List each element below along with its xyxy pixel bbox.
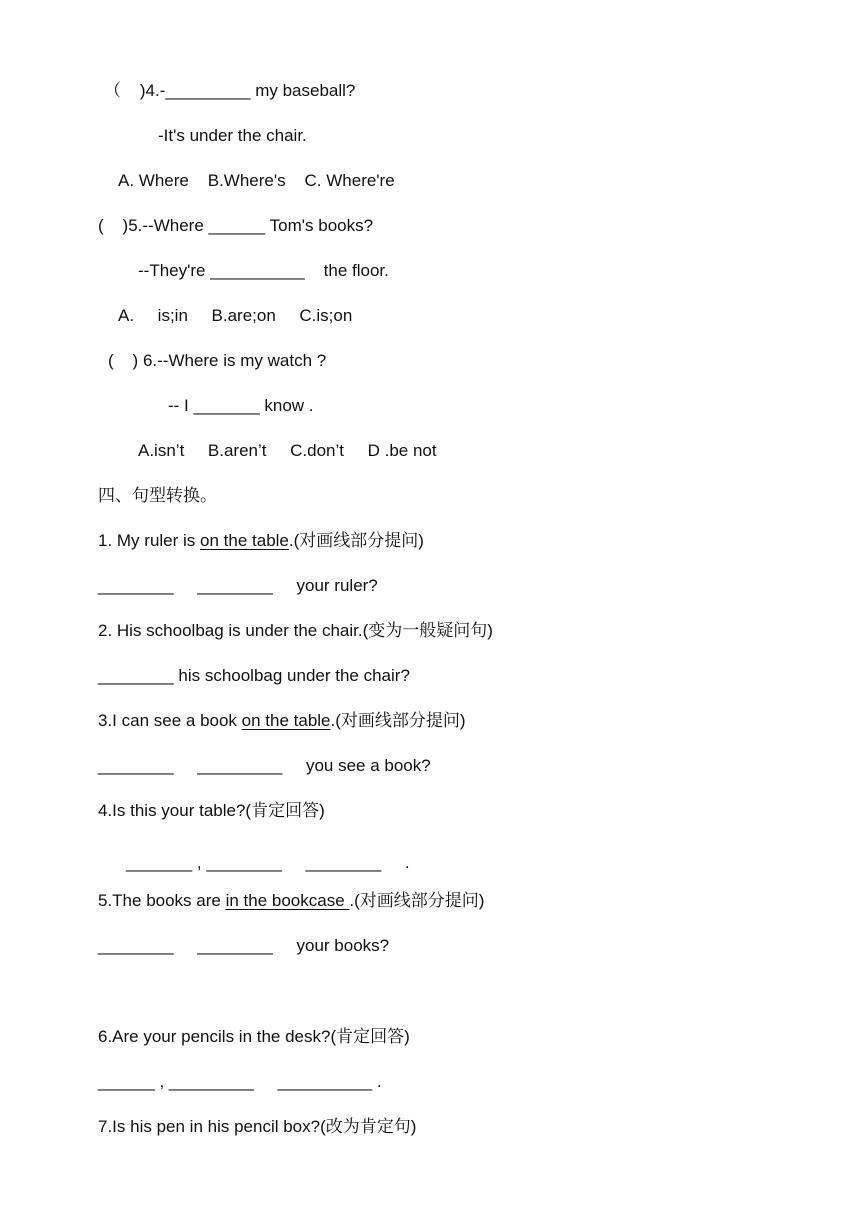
question-4-stem: （ )4.-_________ my baseball? [104,81,356,100]
item-5-text: 5.The books are [98,891,226,910]
question-6-stem: ( ) 6.--Where is my watch ? [108,351,327,370]
item-1-instruction: 对画线部分提问 [299,531,419,551]
item-4-close: ) [319,801,325,820]
section-4-item-5 [98,890,484,912]
section-4-item-3 [98,710,466,732]
section-4-item-1-blanks: ________ ________ your ruler? [98,576,378,595]
section-4-item-2-blanks: ________ his schoolbag under the chair? [98,666,410,685]
section-4-item-2 [98,620,493,642]
question-6-answer-line: -- I _______ know . [168,396,314,415]
item-5-underlined: in the bookcase [225,891,350,910]
item-5-close: ) [478,891,485,910]
section-4-item-6-blanks: ______ , _________ __________ . [98,1072,382,1091]
item-5-punct: .( [349,891,360,910]
section-4-item-6 [98,1026,410,1048]
item-6-instruction: 肯定回答 [336,1027,405,1047]
item-3-underlined: on the table [241,711,331,730]
question-5-stem: ( )5.--Where ______ Tom's books? [98,216,374,235]
item-6-text: 6.Are your pencils in the desk?( [98,1027,337,1046]
section-4-item-4-blanks: _______ , ________ ________ . [126,853,410,872]
item-7-close: ) [410,1117,417,1136]
section-4-item-3-blanks: ________ _________ you see a book? [98,756,431,775]
item-7-text: 7.Is his pen in his pencil box?( [98,1117,326,1136]
section-4-item-1 [98,530,424,552]
question-4-answer-line: -It's under the chair. [158,126,307,145]
item-1-text: 1. My ruler is [98,531,201,550]
item-2-close: ) [487,621,493,640]
item-2-instruction: 变为一般疑问句 [368,621,488,641]
section-4-heading: 四、句型转换。 [98,486,217,506]
item-6-close: ) [404,1027,410,1046]
item-3-close: ) [459,711,466,730]
item-3-text: 3.I can see a book [98,711,242,730]
section-4-item-7 [98,1116,416,1138]
question-6-options: A.isn’t B.aren’t C.don’t D .be not [138,441,437,460]
item-5-instruction: 对画线部分提问 [359,891,479,911]
item-1-punct: .( [288,531,300,550]
question-4-options: A. Where B.Where's C. Where're [118,171,395,190]
item-7-instruction: 改为肯定句 [325,1117,411,1137]
item-2-text: 2. His schoolbag is under the chair.( [98,621,369,640]
item-1-underlined: on the table [200,531,289,550]
section-4-item-4 [98,800,325,822]
section-4-item-5-blanks: ________ ________ your books? [98,936,390,955]
item-4-text: 4.Is this your table?( [98,801,252,820]
item-3-punct: .( [330,711,341,730]
item-1-close: ) [418,531,424,550]
question-5-options: A. is;in B.are;on C.is;on [118,306,353,325]
item-3-instruction: 对画线部分提问 [340,711,460,731]
question-5-answer-line: --They're __________ the floor. [138,261,389,280]
item-4-instruction: 肯定回答 [251,801,320,821]
